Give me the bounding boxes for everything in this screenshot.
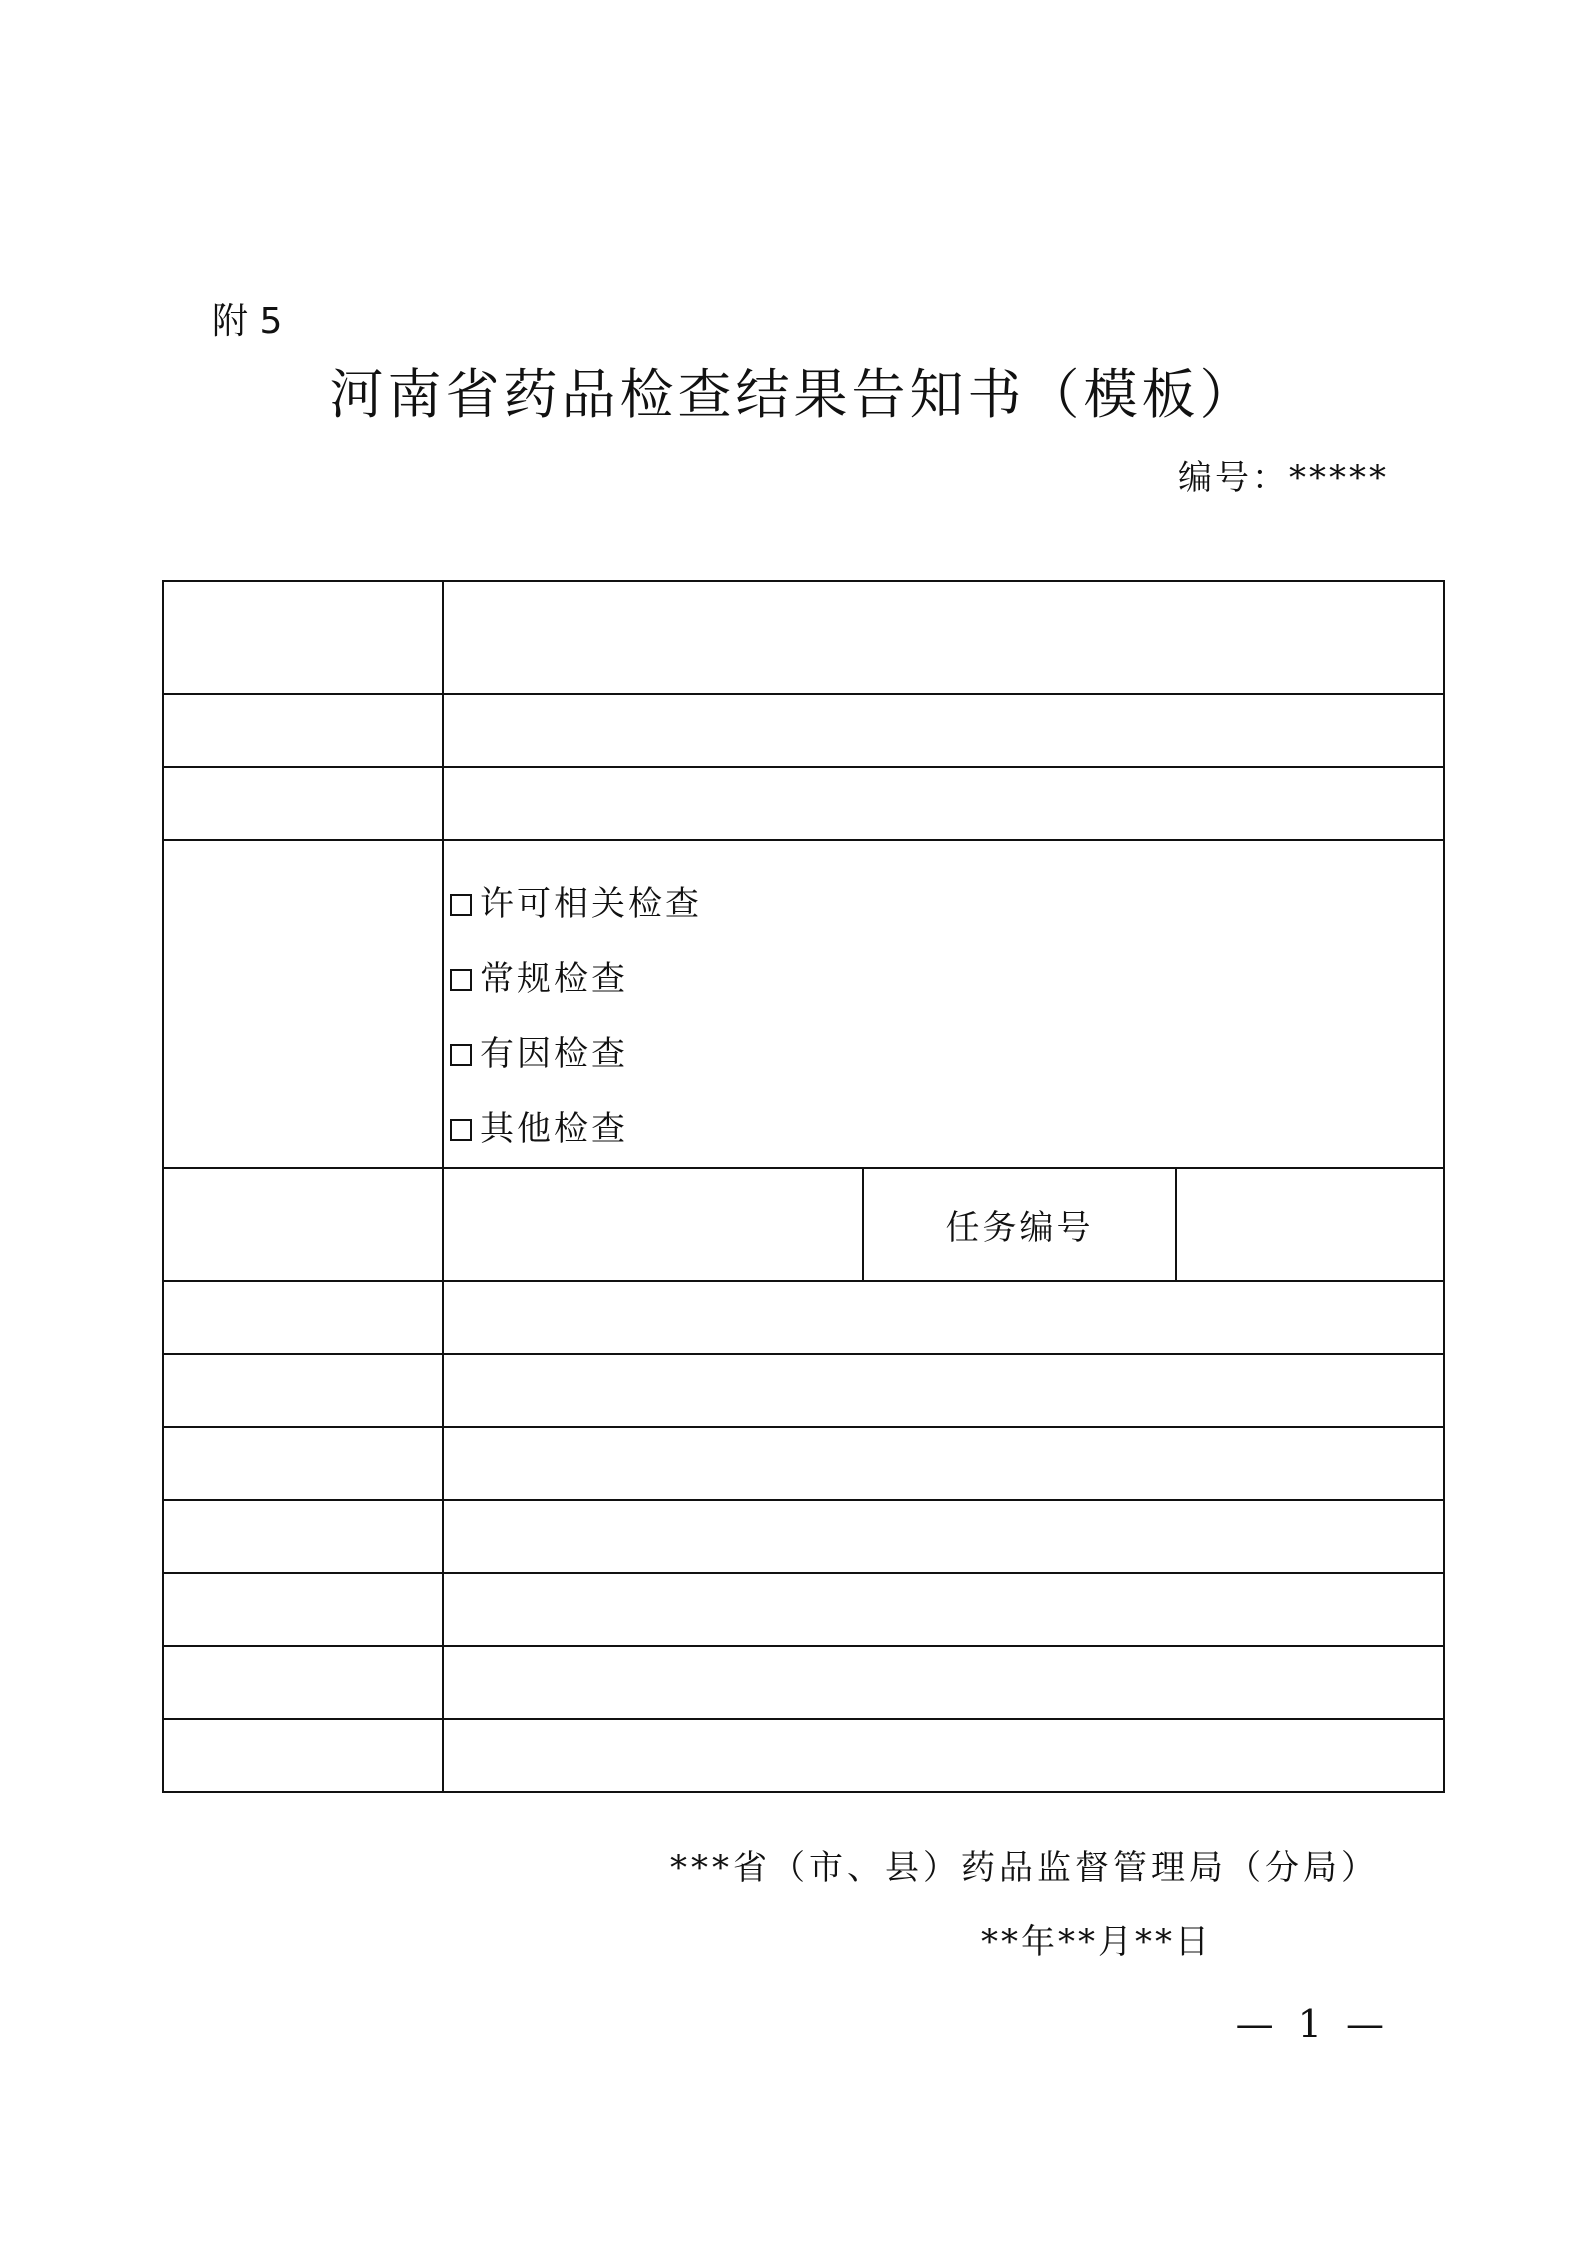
checkbox-other-inspection[interactable] — [450, 1119, 472, 1141]
form-row-12 — [163, 1719, 1444, 1792]
form-value-cell[interactable] — [443, 1427, 1444, 1500]
task-number-label: 任务编号 — [863, 1168, 1176, 1281]
form-label-cell — [163, 694, 443, 767]
form-row-7 — [163, 1354, 1444, 1427]
form-label-cell — [163, 1281, 443, 1354]
form-value-cell[interactable] — [443, 581, 1444, 694]
document-title: 河南省药品检查结果告知书（模板） — [329, 363, 1258, 426]
form-label-cell — [163, 581, 443, 694]
issue-date: **年**月**日 — [981, 1922, 1212, 1962]
form-row-9 — [163, 1500, 1444, 1573]
inspection-type-options — [444, 841, 1443, 1167]
notice-form-table — [162, 580, 1445, 1793]
form-row-10 — [163, 1573, 1444, 1646]
option-routine-inspection[interactable] — [450, 942, 1443, 1017]
issuing-authority: ***省（市、县）药品监督管理局（分局） — [670, 1848, 1379, 1888]
form-label-cell — [163, 1573, 443, 1646]
form-row-8 — [163, 1427, 1444, 1500]
checkbox-license-inspection[interactable] — [450, 894, 472, 916]
page-number: — 1 — — [1235, 2002, 1390, 2046]
form-label-cell — [163, 1719, 443, 1792]
form-value-cell[interactable] — [443, 1500, 1444, 1573]
form-row-1 — [163, 581, 1444, 694]
serial-number: 编号：***** — [1178, 458, 1389, 498]
form-value-cell[interactable] — [443, 694, 1444, 767]
form-row-3 — [163, 767, 1444, 840]
form-row-11 — [163, 1646, 1444, 1719]
form-label-cell — [163, 767, 443, 840]
form-value-cell[interactable] — [443, 1573, 1444, 1646]
form-value-cell[interactable] — [443, 1719, 1444, 1792]
option-label: 许可相关检查 — [480, 884, 702, 924]
form-value-cell[interactable] — [443, 767, 1444, 840]
checkbox-cause-inspection[interactable] — [450, 1044, 472, 1066]
option-label: 其他检查 — [480, 1109, 628, 1149]
option-license-inspection[interactable] — [450, 867, 1443, 942]
option-other-inspection[interactable] — [450, 1092, 1443, 1167]
option-label: 有因检查 — [480, 1034, 628, 1074]
form-value-cell[interactable] — [443, 1646, 1444, 1719]
form-value-cell[interactable] — [443, 1168, 863, 1281]
form-value-cell[interactable] — [443, 1281, 1444, 1354]
form-label-cell — [163, 1646, 443, 1719]
form-label-cell — [163, 1354, 443, 1427]
option-cause-inspection[interactable] — [450, 1017, 1443, 1092]
form-label-cell — [163, 1427, 443, 1500]
form-row-task — [163, 1168, 1444, 1281]
checkbox-routine-inspection[interactable] — [450, 969, 472, 991]
task-number-value[interactable] — [1176, 1168, 1444, 1281]
form-value-cell[interactable] — [443, 1354, 1444, 1427]
form-label-cell — [163, 1500, 443, 1573]
option-label: 常规检查 — [480, 959, 628, 999]
form-row-2 — [163, 694, 1444, 767]
form-row-inspection-type — [163, 840, 1444, 1168]
form-label-cell — [163, 1168, 443, 1281]
inspection-type-cell — [443, 840, 1444, 1168]
form-row-6 — [163, 1281, 1444, 1354]
form-label-cell — [163, 840, 443, 1168]
appendix-label: 附 5 — [212, 301, 283, 342]
